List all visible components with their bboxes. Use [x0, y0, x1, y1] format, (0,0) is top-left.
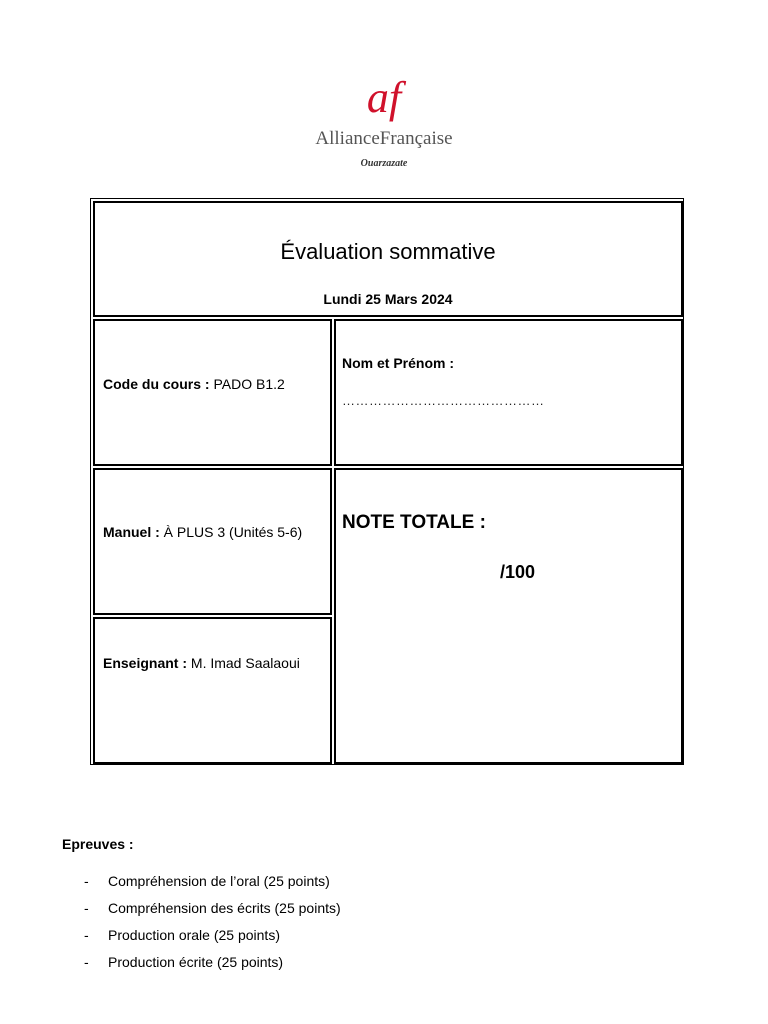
- manual-label: Manuel :: [103, 524, 160, 540]
- teacher-cell: [93, 617, 332, 764]
- teacher-field: [103, 655, 300, 671]
- list-bullet: -: [84, 927, 89, 943]
- list-item-text: Compréhension de l’oral (25 points): [108, 873, 330, 889]
- logo-name-alliance: Alliance: [315, 128, 380, 149]
- teacher-label: Enseignant :: [103, 655, 188, 671]
- list-bullet: -: [84, 900, 89, 916]
- logo-city: Ouarzazate: [360, 158, 408, 169]
- epreuves-list: [84, 870, 341, 978]
- total-grade-cell: [334, 468, 683, 764]
- list-item: [84, 924, 341, 951]
- list-item: [84, 870, 341, 897]
- course-code-cell: [93, 319, 332, 466]
- alliance-francaise-logo: [0, 74, 768, 174]
- af-monogram: af: [366, 74, 402, 122]
- course-code-field: [103, 376, 285, 392]
- exam-header-table: [90, 198, 684, 765]
- title-cell: [93, 201, 683, 317]
- list-item: [84, 897, 341, 924]
- course-code-value: PADO B1.2: [213, 376, 285, 392]
- manual-cell: [93, 468, 332, 615]
- manual-value: À PLUS 3 (Unités 5-6): [163, 524, 303, 540]
- list-item-text: Production orale (25 points): [108, 927, 280, 943]
- teacher-value: M. Imad Saalaoui: [190, 655, 300, 671]
- student-name-blank[interactable]: ………………………………………: [342, 393, 545, 408]
- logo-name: [0, 128, 768, 150]
- logo-name-francaise: Française: [379, 128, 453, 149]
- student-name-label: Nom et Prénom :: [342, 355, 455, 371]
- student-name-cell[interactable]: [334, 319, 683, 466]
- total-grade-score: /100: [500, 562, 536, 582]
- list-bullet: -: [84, 873, 89, 889]
- list-bullet: -: [84, 954, 89, 970]
- epreuves-heading: Epreuves :: [62, 836, 134, 852]
- manual-field: [103, 524, 302, 540]
- course-code-label: Code du cours :: [103, 376, 210, 392]
- page-title: Évaluation sommative: [280, 239, 496, 264]
- list-item-text: Compréhension des écrits (25 points): [108, 900, 341, 916]
- af-monogram-icon: [0, 74, 768, 128]
- exam-date: Lundi 25 Mars 2024: [323, 291, 453, 307]
- total-grade-label: NOTE TOTALE :: [342, 512, 486, 533]
- list-item: [84, 951, 341, 978]
- list-item-text: Production écrite (25 points): [108, 954, 284, 970]
